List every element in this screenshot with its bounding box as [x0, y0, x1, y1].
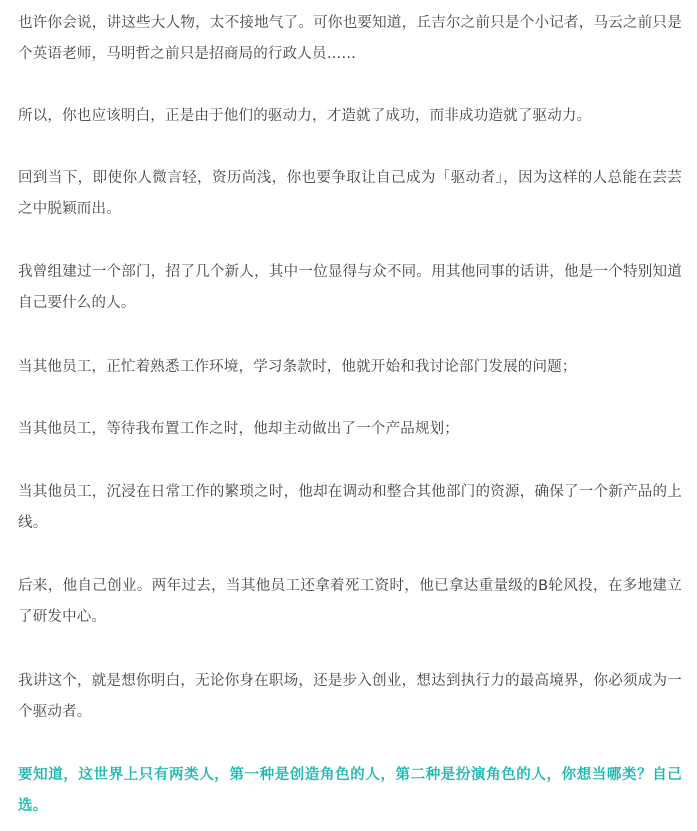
paragraph: 我曾组建过一个部门，招了几个新人，其中一位显得与众不同。用其他同事的话讲，他是一个特别知道自己要什么的人。 — [18, 264, 682, 311]
paragraph: 当其他员工，等待我布置工作之时，他却主动做出了一个产品规划； — [18, 421, 459, 437]
paragraph: 也许你会说，讲这些大人物，太不接地气了。可你也要知道，丘吉尔之前只是个小记者，马云之前只是个英语老师，马明哲之前只是招商局的行政人员…… — [18, 15, 682, 62]
paragraph: 当其他员工，沉浸在日常工作的繁琐之时，他却在调动和整合其他部门的资源，确保了一个新产品的上线。 — [18, 484, 682, 531]
paragraph: 我讲这个，就是想你明白，无论你身在职场，还是步入创业，想达到执行力的最高境界，你必须成为一个驱动者。 — [18, 673, 682, 720]
highlight-paragraph: 要知道，这世界上只有两类人，第一种是创造角色的人，第二种是扮演角色的人，你想当哪类？自己选。 — [18, 767, 682, 814]
paragraph: 回到当下，即使你人微言轻，资历尚浅，你也要争取让自己成为「驱动者」，因为这样的人总能在芸芸之中脱颖而出。 — [18, 170, 682, 217]
paragraph: 所以，你也应该明白，正是由于他们的驱动力，才造就了成功，而非成功造就了驱动力。 — [18, 108, 592, 124]
paragraph: 后来，他自己创业。两年过去，当其他员工还拿着死工资时，他已拿达重量级的B轮风投，在多地建立了研发中心。 — [18, 578, 682, 625]
paragraph: 当其他员工，正忙着熟悉工作环境，学习条款时，他就开始和我讨论部门发展的问题； — [18, 359, 577, 375]
